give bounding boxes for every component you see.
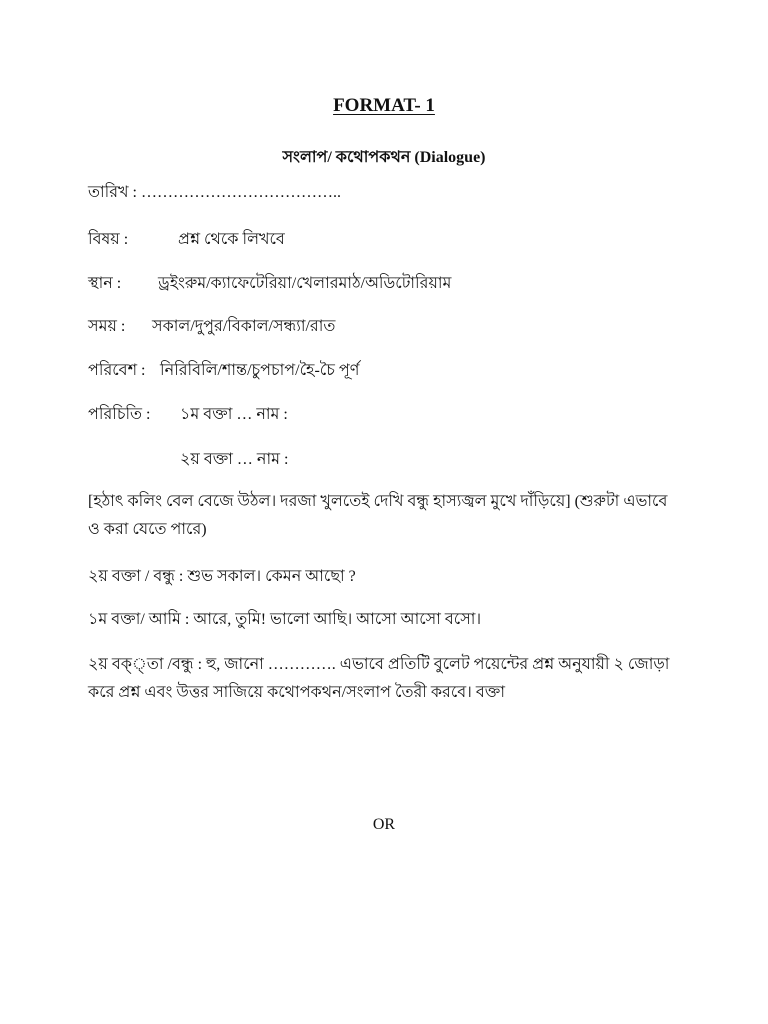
page-title [0,95,768,117]
date-row [88,183,341,203]
place-label: স্থান : [88,275,122,292]
time-value: সকাল/দুপুর/বিকাল/সন্ধ্যা/রাত [152,318,336,335]
environment-label: পরিবেশ : [88,362,146,379]
date-dots: ……………………………….. [140,184,341,201]
page-subtitle: সংলাপ/ কথোপকথন (Dialogue) [282,149,486,166]
dialogue-line-3: ২য় বক্্তা /বন্ধু : হু, জানো …………. এভাবে প্রতিটি বুলেট পয়েন্টের প্রশ্ন অনুযায়ী ২ জোড়া করে প্রশ্ন এবং উত্তর সাজিয়ে কথোপকথন/সংলাপ তৈরী করবে। বক্তা [88,656,670,701]
subject-value: প্রশ্ন থেকে লিখবে [178,231,285,248]
place-value: ড্রইংরুম/ক্যাফেটেরিয়া/খেলারমাঠ/অডিটোরিয়াম [158,275,452,292]
subject-label: বিষয় : [88,231,129,248]
time-label: সময় : [88,318,126,335]
date-label: তারিখ : [88,184,137,201]
or-separator: OR [372,816,396,833]
intro-speaker2: ২য় বক্তা … নাম : [180,451,289,468]
scene-note: [হঠাৎ কলিং বেল বেজে উঠল। দরজা খুলতেই দেখি বন্ধু হাস্যজ্বল মুখে দাঁড়িয়ে] (শুরুটা এভাবে ও করা যেতে পারে) [88,493,668,538]
intro-label: পরিচিতি : [88,406,151,423]
dialogue-line-2: ১ম বক্তা/ আমি : আরে, তুমি! ভালো আছি। আসো আসো বসো। [88,611,482,628]
dialogue-line-1: ২য় বক্তা / বন্ধু : শুভ সকাল। কেমন আছো ? [88,568,356,585]
environment-value: নিরিবিলি/শান্ত/চুপচাপ/হৈ-চৈ পূর্ণ [160,362,360,379]
intro-speaker1: ১ম বক্তা … নাম : [180,406,288,423]
page-title-text: FORMAT- 1 [333,95,435,116]
